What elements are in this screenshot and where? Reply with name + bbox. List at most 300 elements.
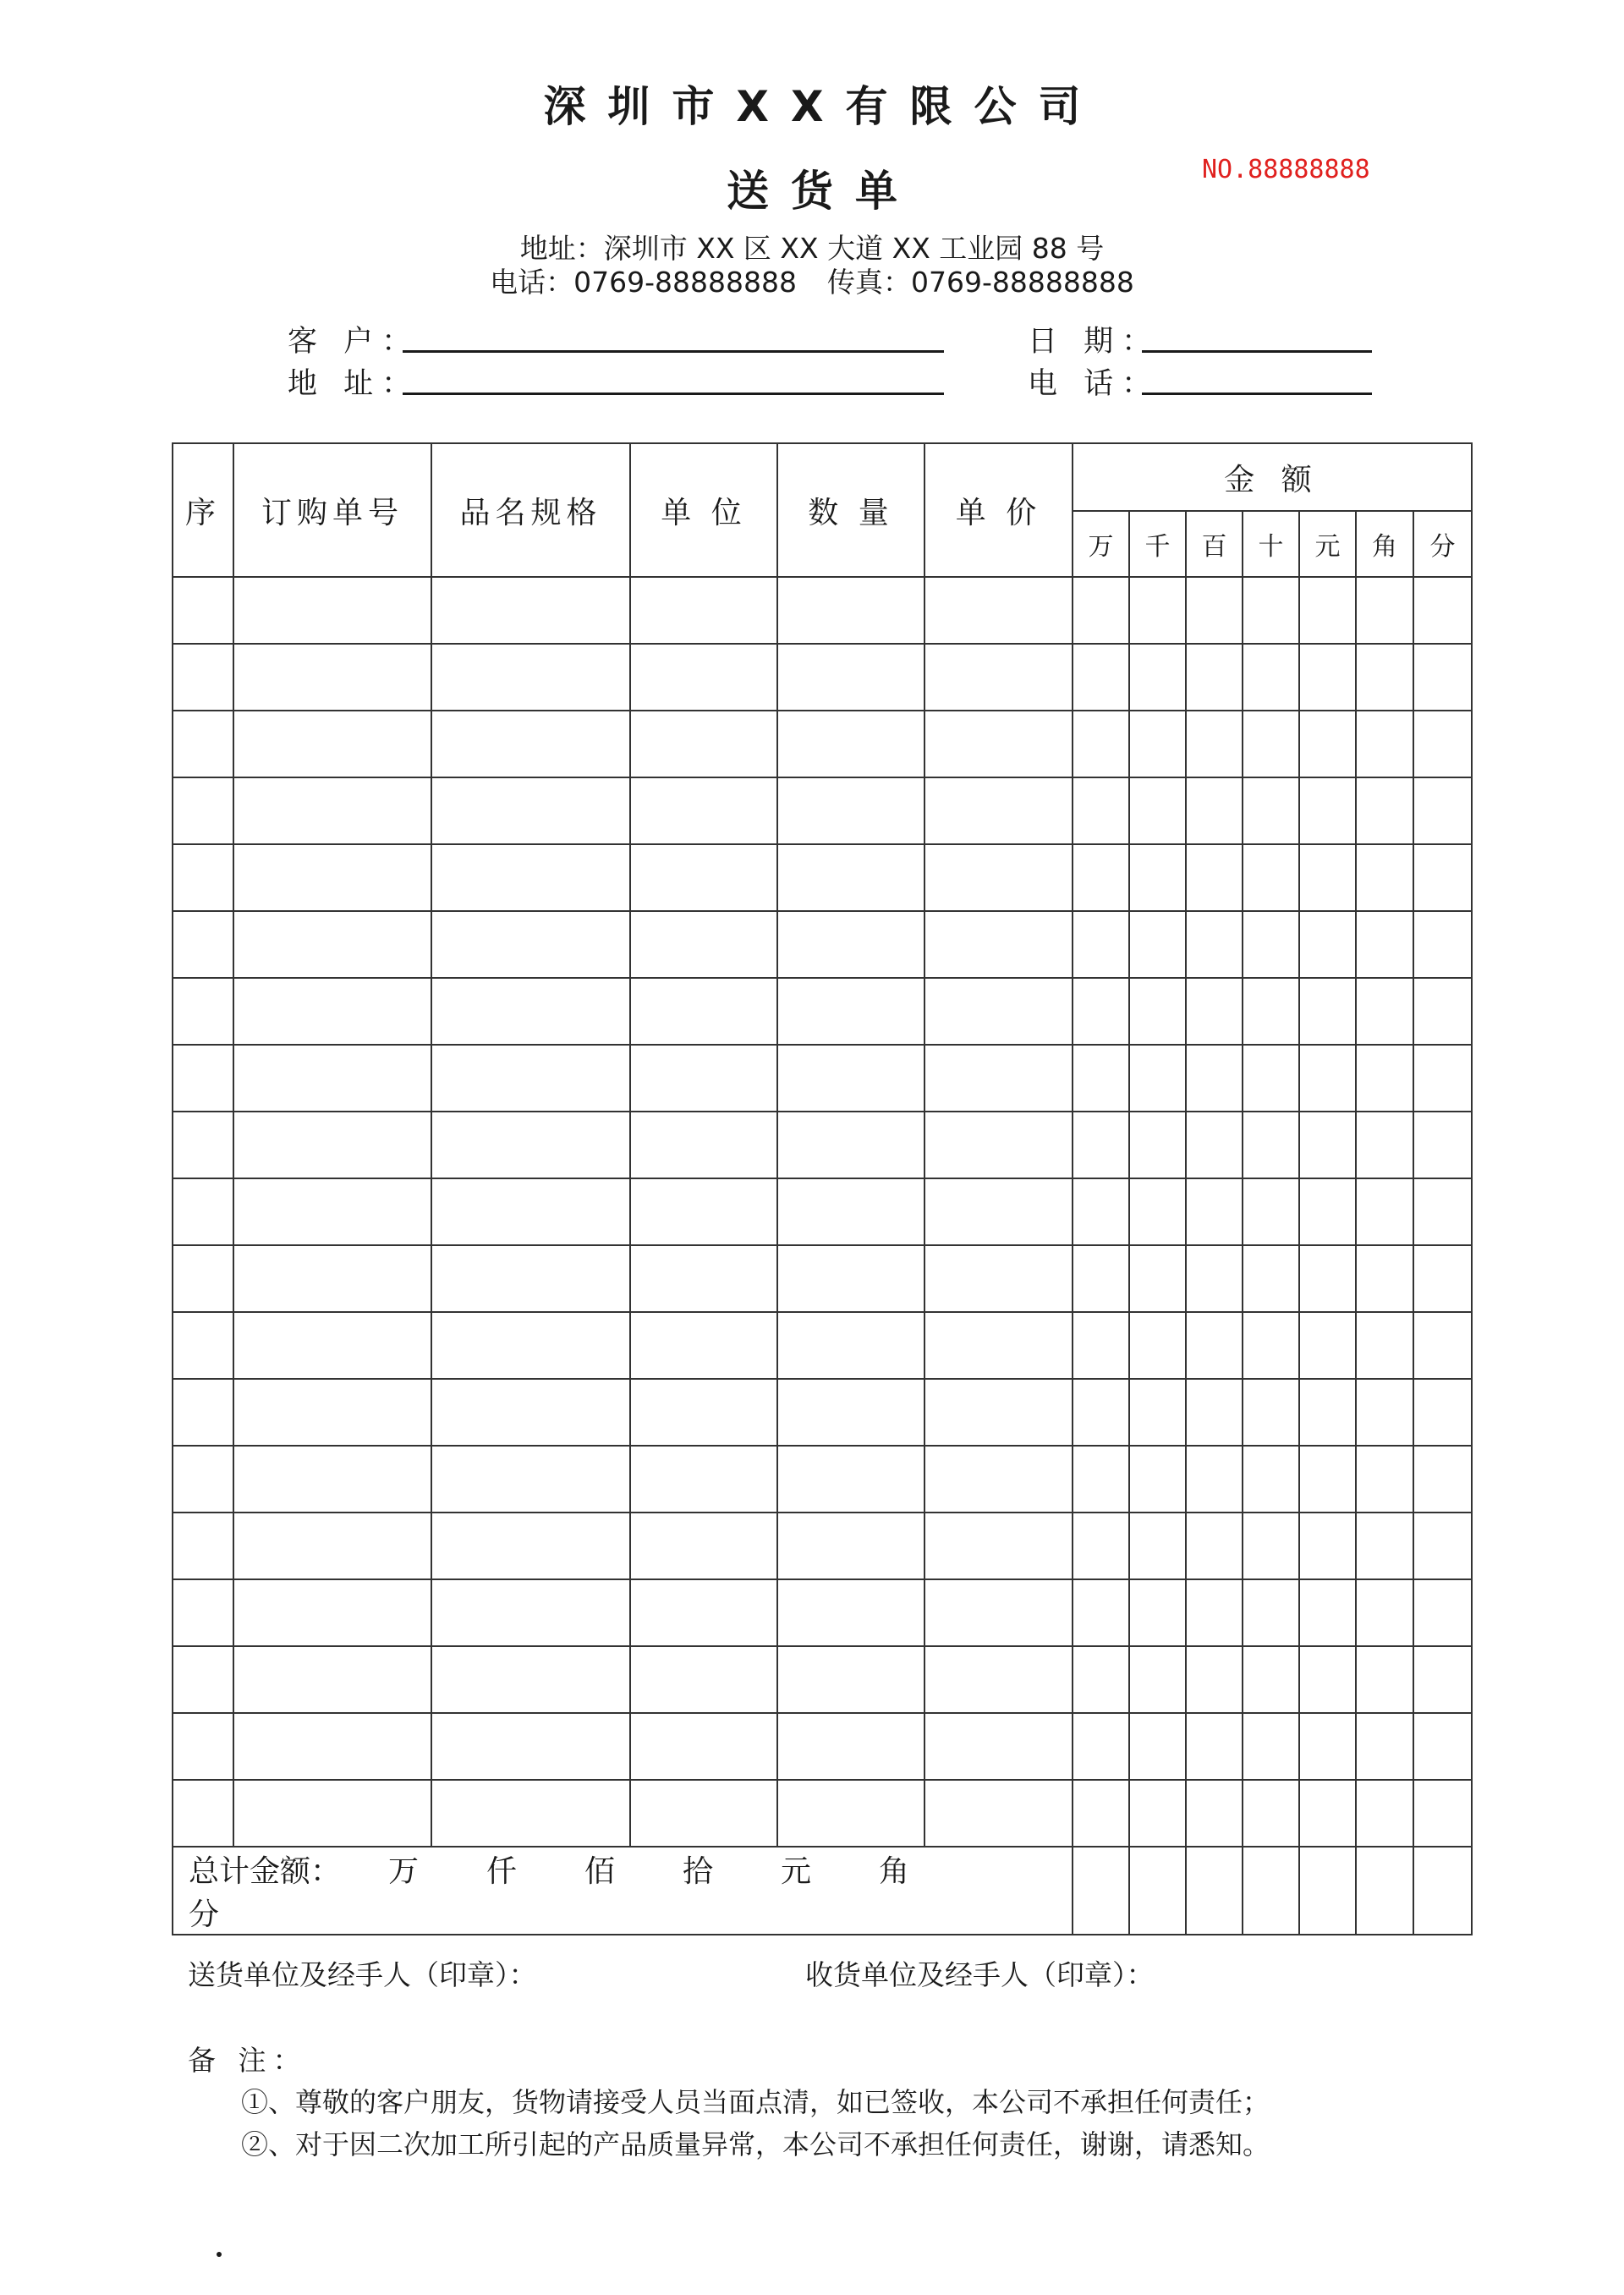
table-cell[interactable]: [173, 1579, 233, 1646]
table-row: [173, 1713, 1472, 1780]
table-cell[interactable]: [1186, 577, 1243, 644]
table-cell[interactable]: [1299, 777, 1356, 844]
total-digit-cell[interactable]: [1299, 1847, 1356, 1935]
date-label: 日 期：: [1028, 325, 1160, 359]
header-unit: 单 位: [630, 443, 777, 577]
total-unit-label: 佰: [584, 1854, 616, 1889]
table-cell[interactable]: [1129, 1178, 1186, 1245]
remark-item: ②、对于因二次加工所引起的产品质量异常，本公司不承担任何责任，谢谢，请悉知。: [241, 2128, 1270, 2160]
table-cell[interactable]: [777, 711, 924, 777]
table-cell[interactable]: [431, 1312, 630, 1379]
table-cell[interactable]: [1186, 1112, 1243, 1178]
table-cell[interactable]: [1299, 1713, 1356, 1780]
table-cell[interactable]: [1356, 1713, 1413, 1780]
table-cell[interactable]: [173, 1513, 233, 1579]
company-address: 地址：深圳市 XX 区 XX 大道 XX 工业园 88 号: [519, 232, 1105, 265]
table-cell[interactable]: [173, 711, 233, 777]
table-cell[interactable]: [630, 1112, 777, 1178]
table-cell[interactable]: [1356, 1780, 1413, 1847]
total-digit-cell[interactable]: [1243, 1847, 1299, 1935]
table-cell[interactable]: [630, 711, 777, 777]
customer-address-input-line[interactable]: [403, 393, 944, 395]
table-cell[interactable]: [1129, 1513, 1186, 1579]
table-cell[interactable]: [1186, 1178, 1243, 1245]
table-cell[interactable]: [1413, 1178, 1472, 1245]
table-cell[interactable]: [1356, 1579, 1413, 1646]
table-cell[interactable]: [233, 1513, 431, 1579]
table-row: [173, 1513, 1472, 1579]
table-cell[interactable]: [924, 644, 1073, 711]
table-cell[interactable]: [1129, 978, 1186, 1045]
table-cell[interactable]: [777, 1646, 924, 1713]
table-cell[interactable]: [1129, 1446, 1186, 1513]
table-cell[interactable]: [431, 1780, 630, 1847]
table-cell[interactable]: [233, 711, 431, 777]
table-cell[interactable]: [1356, 644, 1413, 711]
table-cell[interactable]: [1356, 1112, 1413, 1178]
table-cell[interactable]: [630, 844, 777, 911]
table-row: [173, 911, 1472, 978]
table-cell[interactable]: [924, 1713, 1073, 1780]
total-digit-cell[interactable]: [1129, 1847, 1186, 1935]
total-unit-label: 元: [781, 1854, 812, 1889]
table-cell[interactable]: [1413, 1513, 1472, 1579]
table-cell[interactable]: [1073, 844, 1129, 911]
table-cell[interactable]: [1243, 1713, 1299, 1780]
table-cell[interactable]: [1073, 911, 1129, 978]
table-row: [173, 978, 1472, 1045]
table-cell[interactable]: [173, 844, 233, 911]
table-cell[interactable]: [777, 1713, 924, 1780]
customer-address-label: 地 址：: [288, 367, 420, 401]
table-cell[interactable]: [1073, 1780, 1129, 1847]
table-cell[interactable]: [233, 1379, 431, 1446]
table-cell[interactable]: [1243, 978, 1299, 1045]
total-unit-label: 仟: [486, 1854, 518, 1889]
receiver-signature-label: 收货单位及经手人（印章）：: [805, 1958, 1155, 1991]
table-cell[interactable]: [1356, 1646, 1413, 1713]
table-cell[interactable]: [777, 1045, 924, 1112]
table-cell[interactable]: [1413, 711, 1472, 777]
table-cell[interactable]: [431, 644, 630, 711]
table-cell[interactable]: [777, 644, 924, 711]
table-cell[interactable]: [233, 777, 431, 844]
table-cell[interactable]: [1129, 1245, 1186, 1312]
header-seq: 序: [173, 443, 233, 577]
table-row: [173, 711, 1472, 777]
table-cell[interactable]: [173, 1713, 233, 1780]
table-cell[interactable]: [924, 1579, 1073, 1646]
table-cell[interactable]: [233, 1312, 431, 1379]
table-cell[interactable]: [1186, 978, 1243, 1045]
table-cell[interactable]: [1129, 1045, 1186, 1112]
table-cell[interactable]: [173, 1646, 233, 1713]
table-cell[interactable]: [1413, 1245, 1472, 1312]
table-cell[interactable]: [1073, 577, 1129, 644]
table-row: [173, 1646, 1472, 1713]
table-cell[interactable]: [924, 1780, 1073, 1847]
table-cell[interactable]: [1186, 1646, 1243, 1713]
amount-digit-header: 角: [1356, 511, 1413, 577]
table-cell[interactable]: [233, 644, 431, 711]
table-cell[interactable]: [1243, 1245, 1299, 1312]
table-cell[interactable]: [1243, 844, 1299, 911]
table-cell[interactable]: [1186, 711, 1243, 777]
table-cell[interactable]: [630, 1713, 777, 1780]
total-digit-cell[interactable]: [1356, 1847, 1413, 1935]
table-cell[interactable]: [233, 1112, 431, 1178]
table-cell[interactable]: [1356, 1178, 1413, 1245]
table-cell[interactable]: [431, 711, 630, 777]
table-cell[interactable]: [1073, 1713, 1129, 1780]
table-cell[interactable]: [1073, 1379, 1129, 1446]
table-cell[interactable]: [1299, 1646, 1356, 1713]
table-row: [173, 577, 1472, 644]
table-cell[interactable]: [1129, 1112, 1186, 1178]
table-cell[interactable]: [173, 777, 233, 844]
table-cell[interactable]: [233, 978, 431, 1045]
table-cell[interactable]: [1073, 1312, 1129, 1379]
table-cell[interactable]: [1243, 1513, 1299, 1579]
table-cell[interactable]: [1299, 711, 1356, 777]
table-cell[interactable]: [1243, 1579, 1299, 1646]
table-cell[interactable]: [1413, 1780, 1472, 1847]
table-cell[interactable]: [1186, 777, 1243, 844]
table-cell[interactable]: [1356, 1312, 1413, 1379]
table-cell[interactable]: [1299, 1379, 1356, 1446]
table-cell[interactable]: [1186, 1045, 1243, 1112]
table-cell[interactable]: [1073, 1045, 1129, 1112]
table-cell[interactable]: [1073, 1112, 1129, 1178]
table-cell[interactable]: [630, 1579, 777, 1646]
table-cell[interactable]: [1243, 1379, 1299, 1446]
table-cell[interactable]: [777, 1579, 924, 1646]
table-cell[interactable]: [1186, 1245, 1243, 1312]
table-cell[interactable]: [1129, 711, 1186, 777]
delivery-table: [172, 442, 1473, 1935]
table-cell[interactable]: [1356, 711, 1413, 777]
table-cell[interactable]: [1129, 577, 1186, 644]
table-cell[interactable]: [431, 1112, 630, 1178]
table-cell[interactable]: [1186, 1780, 1243, 1847]
table-row: [173, 1178, 1472, 1245]
table-cell[interactable]: [630, 1045, 777, 1112]
table-cell[interactable]: [1299, 1513, 1356, 1579]
total-digit-cell[interactable]: [1413, 1847, 1472, 1935]
table-cell[interactable]: [777, 1112, 924, 1178]
table-cell[interactable]: [777, 978, 924, 1045]
table-cell[interactable]: [173, 644, 233, 711]
table-cell[interactable]: [1073, 1245, 1129, 1312]
table-cell[interactable]: [1299, 577, 1356, 644]
table-cell[interactable]: [924, 1646, 1073, 1713]
company-fax: 传真：0769-88888888: [827, 266, 1134, 299]
total-digit-cell[interactable]: [1186, 1847, 1243, 1935]
table-cell[interactable]: [630, 978, 777, 1045]
table-row: [173, 1579, 1472, 1646]
table-cell[interactable]: [1356, 978, 1413, 1045]
table-cell[interactable]: [777, 1513, 924, 1579]
table-cell[interactable]: [1413, 1713, 1472, 1780]
table-cell[interactable]: [173, 577, 233, 644]
customer-input-line[interactable]: [403, 350, 944, 353]
table-cell[interactable]: [777, 577, 924, 644]
table-cell[interactable]: [1356, 1045, 1413, 1112]
table-cell[interactable]: [233, 1045, 431, 1112]
table-cell[interactable]: [1073, 1178, 1129, 1245]
table-cell[interactable]: [1413, 1579, 1472, 1646]
table-cell[interactable]: [1186, 1513, 1243, 1579]
table-cell[interactable]: [1299, 911, 1356, 978]
table-cell[interactable]: [1129, 844, 1186, 911]
table-cell[interactable]: [173, 978, 233, 1045]
table-cell[interactable]: [1413, 844, 1472, 911]
table-row: [173, 1312, 1472, 1379]
table-cell[interactable]: [431, 1713, 630, 1780]
table-cell[interactable]: [630, 1780, 777, 1847]
table-cell[interactable]: [1186, 1379, 1243, 1446]
table-cell[interactable]: [924, 1446, 1073, 1513]
table-cell[interactable]: [173, 1780, 233, 1847]
table-cell[interactable]: [1129, 1646, 1186, 1713]
table-cell[interactable]: [630, 1379, 777, 1446]
amount-digit-header: 分: [1413, 511, 1472, 577]
table-cell[interactable]: [1073, 644, 1129, 711]
total-digit-cell[interactable]: [1073, 1847, 1129, 1935]
table-cell[interactable]: [924, 1245, 1073, 1312]
table-cell[interactable]: [431, 1513, 630, 1579]
table-cell[interactable]: [1129, 644, 1186, 711]
remark-item: ①、尊敬的客户朋友，货物请接受人员当面点清，如已签收，本公司不承担任何责任；: [241, 2086, 1270, 2118]
table-cell[interactable]: [1299, 1112, 1356, 1178]
table-cell[interactable]: [924, 577, 1073, 644]
table-cell[interactable]: [233, 1780, 431, 1847]
table-cell[interactable]: [630, 577, 777, 644]
header-product: 品名规格: [431, 443, 630, 577]
table-cell[interactable]: [1413, 1045, 1472, 1112]
table-cell[interactable]: [1299, 1579, 1356, 1646]
table-cell[interactable]: [173, 1379, 233, 1446]
table-cell[interactable]: [431, 1446, 630, 1513]
table-cell[interactable]: [1356, 577, 1413, 644]
table-cell[interactable]: [924, 711, 1073, 777]
table-cell[interactable]: [1413, 1312, 1472, 1379]
table-cell[interactable]: [1243, 1646, 1299, 1713]
table-cell[interactable]: [777, 1780, 924, 1847]
table-cell[interactable]: [1073, 1513, 1129, 1579]
table-cell[interactable]: [1299, 844, 1356, 911]
table-cell[interactable]: [233, 1178, 431, 1245]
table-cell[interactable]: [173, 911, 233, 978]
table-cell[interactable]: [777, 1245, 924, 1312]
table-cell[interactable]: [431, 1379, 630, 1446]
table-cell[interactable]: [924, 978, 1073, 1045]
table-cell[interactable]: [1356, 1379, 1413, 1446]
table-cell[interactable]: [431, 1245, 630, 1312]
document-title: 送货单: [727, 167, 919, 216]
table-cell[interactable]: [1073, 777, 1129, 844]
table-cell[interactable]: [1413, 1646, 1472, 1713]
table-cell[interactable]: [1356, 1513, 1413, 1579]
table-cell[interactable]: [431, 844, 630, 911]
table-cell[interactable]: [1129, 1713, 1186, 1780]
table-cell[interactable]: [630, 777, 777, 844]
table-cell[interactable]: [1243, 711, 1299, 777]
table-cell[interactable]: [233, 1579, 431, 1646]
table-cell[interactable]: [1356, 844, 1413, 911]
table-cell[interactable]: [431, 1045, 630, 1112]
table-cell[interactable]: [1243, 1446, 1299, 1513]
table-cell[interactable]: [1356, 777, 1413, 844]
total-unit-label: 角: [879, 1854, 910, 1889]
table-cell[interactable]: [777, 1312, 924, 1379]
dot-mark: [217, 2252, 222, 2257]
table-cell[interactable]: [1356, 911, 1413, 978]
table-cell[interactable]: [1073, 1646, 1129, 1713]
table-row: [173, 1245, 1472, 1312]
table-cell[interactable]: [431, 1178, 630, 1245]
table-cell[interactable]: [924, 1312, 1073, 1379]
table-cell[interactable]: [630, 644, 777, 711]
table-cell[interactable]: [630, 1513, 777, 1579]
total-unit-label: 拾: [683, 1854, 714, 1889]
table-cell[interactable]: [431, 1646, 630, 1713]
table-cell[interactable]: [1413, 644, 1472, 711]
table-cell[interactable]: [924, 777, 1073, 844]
table-row: [173, 1379, 1472, 1446]
table-row: [173, 777, 1472, 844]
table-cell[interactable]: [233, 577, 431, 644]
table-cell[interactable]: [1243, 777, 1299, 844]
table-cell[interactable]: [1186, 911, 1243, 978]
header-amount: 金 额: [1073, 443, 1472, 511]
table-cell[interactable]: [173, 1446, 233, 1513]
table-cell[interactable]: [1186, 1579, 1243, 1646]
table-cell[interactable]: [431, 911, 630, 978]
table-cell[interactable]: [1073, 1446, 1129, 1513]
table-cell[interactable]: [777, 911, 924, 978]
table-cell[interactable]: [233, 1646, 431, 1713]
table-cell[interactable]: [1186, 644, 1243, 711]
table-cell[interactable]: [1413, 1446, 1472, 1513]
table-cell[interactable]: [1299, 1178, 1356, 1245]
table-cell[interactable]: [630, 1245, 777, 1312]
table-cell[interactable]: [1129, 1780, 1186, 1847]
customer-label: 客 户：: [288, 325, 420, 359]
table-cell[interactable]: [924, 1379, 1073, 1446]
table-cell[interactable]: [1243, 1312, 1299, 1379]
table-cell[interactable]: [1413, 1379, 1472, 1446]
table-cell[interactable]: [1299, 978, 1356, 1045]
date-input-line[interactable]: [1142, 350, 1372, 353]
table-cell[interactable]: [924, 1045, 1073, 1112]
table-cell[interactable]: [233, 1713, 431, 1780]
table-cell[interactable]: [1129, 911, 1186, 978]
table-cell[interactable]: [1073, 978, 1129, 1045]
table-cell[interactable]: [233, 1446, 431, 1513]
table-cell[interactable]: [924, 911, 1073, 978]
table-cell[interactable]: [1299, 644, 1356, 711]
customer-phone-input-line[interactable]: [1142, 393, 1372, 395]
table-cell[interactable]: [1186, 1312, 1243, 1379]
table-cell[interactable]: [630, 1312, 777, 1379]
table-cell[interactable]: [1413, 577, 1472, 644]
table-cell[interactable]: [1413, 978, 1472, 1045]
table-cell[interactable]: [924, 844, 1073, 911]
table-cell[interactable]: [173, 1045, 233, 1112]
table-cell[interactable]: [173, 1178, 233, 1245]
table-cell[interactable]: [924, 1112, 1073, 1178]
table-cell[interactable]: [924, 1513, 1073, 1579]
table-cell[interactable]: [1243, 644, 1299, 711]
total-amount-label: 总计金额：: [189, 1854, 342, 1889]
header-order-no: 订购单号: [233, 443, 431, 577]
table-cell[interactable]: [1299, 1780, 1356, 1847]
table-cell[interactable]: [431, 577, 630, 644]
table-cell[interactable]: [1186, 1713, 1243, 1780]
table-cell[interactable]: [630, 1446, 777, 1513]
table-cell[interactable]: [173, 1112, 233, 1178]
table-cell[interactable]: [431, 978, 630, 1045]
document-number: NO.88888888: [1202, 155, 1370, 184]
table-cell[interactable]: [1243, 1178, 1299, 1245]
table-cell[interactable]: [1243, 1045, 1299, 1112]
header-price: 单 价: [924, 443, 1073, 577]
table-cell[interactable]: [630, 1178, 777, 1245]
table-cell[interactable]: [1299, 1446, 1356, 1513]
table-cell[interactable]: [431, 1579, 630, 1646]
table-cell[interactable]: [630, 911, 777, 978]
table-cell[interactable]: [777, 1379, 924, 1446]
table-cell[interactable]: [233, 911, 431, 978]
table-cell[interactable]: [777, 1178, 924, 1245]
table-cell[interactable]: [1413, 911, 1472, 978]
table-cell[interactable]: [1243, 1112, 1299, 1178]
table-cell[interactable]: [777, 777, 924, 844]
table-cell[interactable]: [1299, 1312, 1356, 1379]
table-cell[interactable]: [924, 1178, 1073, 1245]
table-cell[interactable]: [173, 1245, 233, 1312]
table-row: [173, 1045, 1472, 1112]
table-cell[interactable]: [233, 1245, 431, 1312]
table-row: [173, 844, 1472, 911]
table-cell[interactable]: [777, 1446, 924, 1513]
table-cell[interactable]: [1299, 1045, 1356, 1112]
table-cell[interactable]: [1186, 1446, 1243, 1513]
table-cell[interactable]: [1243, 1780, 1299, 1847]
table-cell[interactable]: [1243, 911, 1299, 978]
table-cell[interactable]: [777, 844, 924, 911]
table-cell[interactable]: [1129, 1379, 1186, 1446]
total-amount-cell: [173, 1847, 1073, 1935]
table-cell[interactable]: [431, 777, 630, 844]
table-cell[interactable]: [630, 1646, 777, 1713]
table-cell[interactable]: [1413, 777, 1472, 844]
table-cell[interactable]: [1299, 1245, 1356, 1312]
table-cell[interactable]: [173, 1312, 233, 1379]
table-cell[interactable]: [1129, 777, 1186, 844]
table-cell[interactable]: [1413, 1112, 1472, 1178]
table-cell[interactable]: [233, 844, 431, 911]
table-cell[interactable]: [1356, 1245, 1413, 1312]
table-cell[interactable]: [1129, 1312, 1186, 1379]
table-cell[interactable]: [1073, 711, 1129, 777]
table-cell[interactable]: [1243, 577, 1299, 644]
table-cell[interactable]: [1129, 1579, 1186, 1646]
table-cell[interactable]: [1073, 1579, 1129, 1646]
table-cell[interactable]: [1356, 1446, 1413, 1513]
table-cell[interactable]: [1186, 844, 1243, 911]
